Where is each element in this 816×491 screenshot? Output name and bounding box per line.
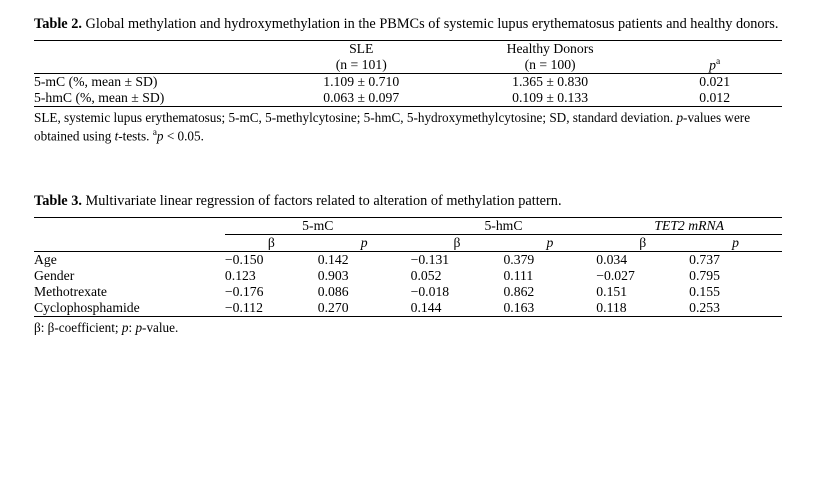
table2-row0-sle: 1.109 ± 0.710 bbox=[270, 74, 453, 91]
table3-row3-v5: 0.253 bbox=[689, 300, 782, 317]
table3-row3-v1: 0.270 bbox=[318, 300, 411, 317]
table2-row1-healthy: 0.109 ± 0.133 bbox=[453, 90, 647, 107]
table3-row3-v0: −0.112 bbox=[225, 300, 318, 317]
table3-row0-v4: 0.034 bbox=[596, 252, 689, 269]
table3 bbox=[34, 217, 782, 317]
table3-row0-v0: −0.150 bbox=[225, 252, 318, 269]
table3-row1-v2: 0.052 bbox=[410, 268, 442, 284]
table-row bbox=[34, 90, 782, 107]
table2-caption-label: Table 2. bbox=[34, 16, 82, 32]
table2-header-p-symbol: p bbox=[709, 57, 716, 73]
table-row bbox=[34, 300, 782, 317]
table3-row2-v4: 0.151 bbox=[596, 284, 628, 300]
table2-header-sle-n: (n = 101) bbox=[335, 57, 387, 73]
table3-footnote bbox=[34, 319, 782, 337]
table-row bbox=[34, 268, 782, 284]
table3-header-row-1 bbox=[34, 218, 782, 235]
table2-row0-p: 0.021 bbox=[647, 74, 782, 91]
table2-footnote-p: p bbox=[676, 110, 684, 126]
table3-subheader-p-tet2: p bbox=[732, 235, 739, 251]
table-row bbox=[34, 74, 782, 91]
table3-row1-v0: 0.123 bbox=[224, 268, 256, 284]
table3-row0-v3: 0.379 bbox=[503, 252, 596, 269]
table3-footnote-p-symbol-2: p bbox=[135, 320, 143, 336]
table3-footnote-beta-text: : β-coefficient; bbox=[40, 320, 122, 336]
table-row bbox=[34, 252, 782, 269]
table2-header-row-1 bbox=[34, 41, 782, 58]
table2-footnote-t: t bbox=[114, 128, 119, 144]
table3-row3-v2: 0.144 bbox=[411, 300, 504, 317]
table3-caption bbox=[34, 191, 782, 211]
table3-row1-v5: 0.795 bbox=[689, 268, 720, 284]
table3-subheader-p-5hmc: p bbox=[546, 235, 554, 251]
table2-footnote-p2: p bbox=[156, 128, 164, 144]
table3-header-row-2 bbox=[34, 235, 782, 252]
table2-header-p bbox=[647, 41, 782, 74]
table2-header-healthy: Healthy Donors bbox=[453, 41, 647, 58]
table2-header-healthy-n: (n = 100) bbox=[524, 57, 576, 73]
table2-row0-healthy: 1.365 ± 0.830 bbox=[453, 74, 647, 91]
table2-footnote-part1: SLE, systemic lupus erythematosus; 5-mC, 5-methylcytosine; 5-hmC, 5-hydroxymethylcytosine; SD, standard deviation. bbox=[34, 110, 677, 126]
table2-footnote bbox=[34, 109, 782, 144]
table3-row0-label: Age bbox=[34, 252, 225, 269]
table3-header-5mc: 5-mC bbox=[225, 218, 411, 235]
table3-header-tet2-mrna: TET2 mRNA bbox=[596, 218, 782, 235]
table2-footnote-part3: -tests. bbox=[118, 128, 153, 144]
table2-row1-label: 5-hmC (%, mean ± SD) bbox=[34, 90, 270, 107]
table3-row1-label: Gender bbox=[34, 268, 75, 284]
table2-footnote-part4: < 0.05. bbox=[163, 128, 204, 144]
table3-row1-v1: 0.903 bbox=[317, 268, 349, 284]
table2-row1-sle: 0.063 ± 0.097 bbox=[270, 90, 453, 107]
table2-footnote-part2: -values were obtained using bbox=[34, 110, 751, 144]
table3-row2-v5: 0.155 bbox=[689, 284, 720, 300]
table3-subheader-p-5mc: p bbox=[360, 235, 368, 251]
table3-row2-v3: 0.862 bbox=[503, 284, 535, 300]
table2-row1-p: 0.012 bbox=[647, 90, 782, 107]
table2-header-blank-2 bbox=[34, 57, 270, 74]
table3-footnote-sep: : bbox=[128, 320, 136, 336]
table3-row2-label: Methotrexate bbox=[34, 284, 107, 300]
section-gap bbox=[34, 145, 782, 191]
table2-caption bbox=[34, 14, 782, 34]
table3-row0-v1: 0.142 bbox=[318, 252, 411, 269]
table3-row0-v2: −0.131 bbox=[411, 252, 504, 269]
table3-row1-v4: −0.027 bbox=[596, 268, 635, 284]
table3-subheader-beta-5mc: β bbox=[267, 235, 275, 251]
table3-header-blank bbox=[34, 218, 225, 235]
table2-header-p-superscript: a bbox=[715, 56, 721, 67]
table3-footnote-p-symbol: p bbox=[121, 320, 129, 336]
table3-footnote-beta: β bbox=[34, 320, 41, 336]
table3-header-5hmc: 5-hmC bbox=[411, 218, 597, 235]
table3-row2-v0: −0.176 bbox=[224, 284, 264, 300]
table2-header-sle: SLE bbox=[270, 41, 453, 58]
table3-row0-v5: 0.737 bbox=[689, 252, 782, 269]
table2-row0-label: 5-mC (%, mean ± SD) bbox=[34, 74, 270, 91]
table3-caption-label: Table 3. bbox=[34, 192, 82, 209]
table3-caption-text: Multivariate linear regression of factors related to alteration of methylation pattern. bbox=[81, 192, 562, 209]
table2 bbox=[34, 40, 782, 107]
table3-subheader-beta-tet2: β bbox=[639, 235, 647, 251]
table3-footnote-p-text: -value. bbox=[142, 320, 179, 336]
table2-header-blank bbox=[34, 41, 270, 58]
table3-row1-v3: 0.111 bbox=[503, 268, 534, 284]
table3-row3-v4: 0.118 bbox=[596, 300, 689, 317]
table3-subheader-blank bbox=[34, 235, 225, 252]
table3-row3-label: Cyclophosphamide bbox=[34, 300, 225, 317]
table3-row2-v2: −0.018 bbox=[410, 284, 450, 300]
table-row bbox=[34, 284, 782, 300]
table3-row2-v1: 0.086 bbox=[317, 284, 349, 300]
table2-caption-text: Global methylation and hydroxymethylation in the PBMCs of systemic lupus erythematosus patients and healthy donors. bbox=[81, 16, 779, 32]
table2-footnote-superscript: a bbox=[152, 127, 157, 138]
table3-row3-v3: 0.163 bbox=[503, 300, 596, 317]
table3-subheader-beta-5hmc: β bbox=[453, 235, 461, 251]
